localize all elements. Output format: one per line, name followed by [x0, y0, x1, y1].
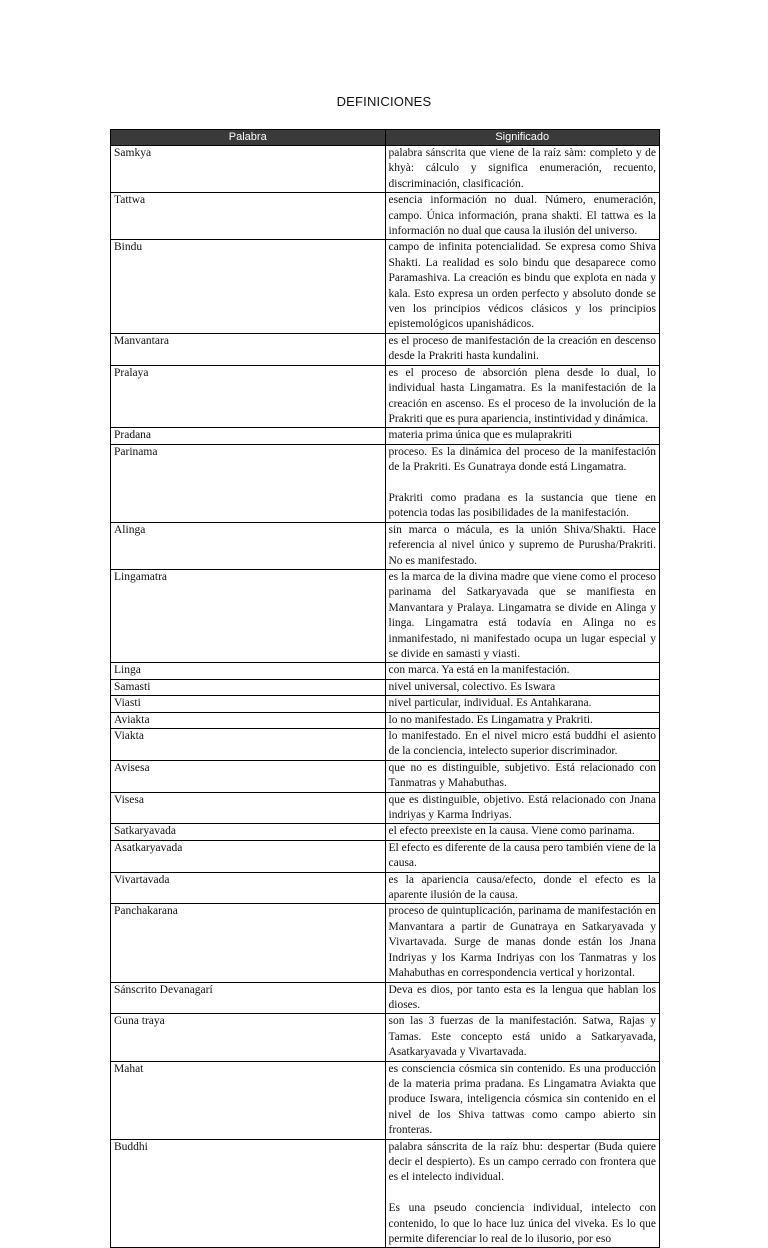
- term-cell: Visesa: [111, 792, 386, 824]
- definition-cell: [385, 522, 660, 569]
- table-row: [111, 569, 660, 662]
- term-cell: Lingamatra: [111, 569, 386, 662]
- definition-cell: [385, 1139, 660, 1248]
- term-cell: Pralaya: [111, 365, 386, 428]
- definition-paragraph: son las 3 fuerzas de la manifestación. Satwa, Rajas y Tamas. Este concepto está unido a Satkaryavada, Asatkaryavada y Vivartavada.: [388, 1015, 656, 1059]
- definition-paragraph: nivel particular, individual. Es Antahkarana.: [388, 697, 592, 710]
- table-row: [111, 729, 660, 761]
- term-cell: Manvantara: [111, 333, 386, 365]
- term-cell: Parinama: [111, 444, 386, 522]
- table-row: [111, 792, 660, 824]
- table-row: [111, 428, 660, 444]
- table-row: [111, 696, 660, 712]
- definition-cell: [385, 569, 660, 662]
- definition-cell: [385, 240, 660, 333]
- definition-paragraph: Es una pseudo conciencia individual, intelecto con contenido, lo que lo hace luz única del viveka. Es lo que permite diferenciar lo real de lo ilusorio, por eso: [388, 1202, 656, 1245]
- definition-cell: [385, 696, 660, 712]
- term-cell: Bindu: [111, 240, 386, 333]
- term-cell: Pradana: [111, 428, 386, 444]
- definition-paragraph: que es distinguible, objetivo. Está relacionado con Jnana indriyas y Karma Indriyas.: [388, 793, 656, 822]
- definition-paragraph: que no es distinguible, subjetivo. Está relacionado con Tanmatras y Mahabuthas.: [388, 761, 656, 790]
- definition-paragraph: esencia información no dual. Número, enumeración, campo. Única información, prana shakti. El tattwa es la información no dual que causa la ilusión del universo.: [388, 194, 656, 238]
- definition-cell: [385, 872, 660, 904]
- definition-cell: [385, 679, 660, 695]
- definition-paragraph: nivel universal, colectivo. Es Iswara: [388, 680, 556, 693]
- table-row: [111, 663, 660, 679]
- definitions-table: [110, 129, 660, 1248]
- table-row: [111, 872, 660, 904]
- definition-paragraph: es la apariencia causa/efecto, donde el efecto es la aparente ilusión de la causa.: [388, 873, 656, 902]
- table-row: [111, 365, 660, 428]
- definition-cell: [385, 193, 660, 240]
- definition-paragraph: es la marca de la divina madre que viene como el proceso parinama del Satkaryavada que se manifiesta en Manvantara y Pralaya. Lingamatra se divide en Alinga y linga. Lingamatra está todavía en Alinga no es inmanifestado, ni manifestado ocupa un lugar especial y se divide en samasti y viasti.: [388, 570, 656, 660]
- term-cell: Satkaryavada: [111, 824, 386, 840]
- term-cell: Linga: [111, 663, 386, 679]
- table-row: [111, 1061, 660, 1139]
- definition-paragraph: es el proceso de absorción plena desde lo dual, lo individual hasta Lingamatra. Es la manifestación de la creación en ascenso. Es el proceso de la involución de la Prakriti que es pura apariencia, instintividad y dinámica.: [388, 366, 656, 425]
- term-cell: Tattwa: [111, 193, 386, 240]
- table-row: [111, 982, 660, 1014]
- table-row: [111, 712, 660, 728]
- term-cell: Sánscrito Devanagarí: [111, 982, 386, 1014]
- definition-cell: [385, 729, 660, 761]
- definition-paragraph: lo no manifestado. Es Lingamatra y Prakriti.: [388, 713, 593, 726]
- definition-paragraph: proceso. Es la dinámica del proceso de la manifestación de la Prakriti. Es Gunatraya donde está Lingamatra.: [388, 445, 656, 474]
- term-cell: Asatkaryavada: [111, 840, 386, 872]
- term-cell: Viasti: [111, 696, 386, 712]
- term-cell: Guna traya: [111, 1014, 386, 1061]
- term-cell: Viakta: [111, 729, 386, 761]
- term-cell: Alinga: [111, 522, 386, 569]
- term-cell: Panchakarana: [111, 904, 386, 982]
- table-row: [111, 444, 660, 522]
- term-cell: Samkya: [111, 146, 386, 193]
- definition-cell: [385, 365, 660, 428]
- definition-cell: [385, 982, 660, 1014]
- table-row: [111, 146, 660, 193]
- definition-cell: [385, 1061, 660, 1139]
- definition-cell: [385, 444, 660, 522]
- term-cell: Vivartavada: [111, 872, 386, 904]
- table-row: [111, 333, 660, 365]
- table-row: [111, 760, 660, 792]
- table-row: [111, 1139, 660, 1248]
- table-row: [111, 522, 660, 569]
- definition-cell: [385, 428, 660, 444]
- table-row: [111, 240, 660, 333]
- table-row: [111, 1014, 660, 1061]
- column-header-significado: Significado: [385, 130, 660, 146]
- definition-paragraph: Deva es dios, por tanto esta es la lengua que hablan los dioses.: [388, 983, 656, 1011]
- definition-paragraph: campo de infinita potencialidad. Se expresa como Shiva Shakti. La realidad es solo bindu que desaparece como Paramashiva. La creación es bindu que explota en nada y kala. Esto expresa un orden perfecto y absoluto donde se ven los principios védicos clásicos y los principios epistemológicos upanishádicos.: [388, 241, 656, 331]
- definition-paragraph: sin marca o mácula, es la unión Shiva/Shakti. Hace referencia al nivel único y supremo de Purusha/Prakriti. No es manifestado.: [388, 523, 656, 567]
- table-row: [111, 824, 660, 840]
- definition-cell: [385, 760, 660, 792]
- column-header-palabra: Palabra: [111, 130, 386, 146]
- definition-cell: [385, 1014, 660, 1061]
- table-header-row: [111, 130, 660, 146]
- definition-cell: [385, 663, 660, 679]
- definition-cell: [385, 333, 660, 365]
- document-title: DEFINICIONES: [336, 94, 432, 109]
- term-cell: Aviakta: [111, 712, 386, 728]
- table-body: [111, 146, 660, 1248]
- table-row: [111, 840, 660, 872]
- definition-cell: [385, 904, 660, 982]
- definition-paragraph: lo manifestado. En el nivel micro está buddhi el asiento de la conciencia, intelecto superior discriminador.: [388, 730, 656, 758]
- definition-cell: [385, 792, 660, 824]
- table-row: [111, 193, 660, 240]
- definition-paragraph: materia prima única que es mulaprakriti: [388, 429, 573, 442]
- definition-paragraph: Prakriti como pradana es la sustancia que tiene en potencia todas las posibilidades de la manifestación.: [388, 491, 656, 520]
- term-cell: Avisesa: [111, 760, 386, 792]
- definition-cell: [385, 146, 660, 193]
- definition-paragraph: el efecto preexiste en la causa. Viene como parinama.: [388, 825, 635, 838]
- table-row: [111, 904, 660, 982]
- definition-paragraph: palabra sánscrita de la raíz bhu: despertar (Buda quiere decir el despierto). Es un campo cerrado con frontera que es el intelecto individual.: [388, 1140, 656, 1184]
- definition-cell: [385, 840, 660, 872]
- definition-paragraph: proceso de quintuplicación, parinama de manifestación en Manvantara a partir de Gunatraya en Satkaryavada y Vivartavada. Surge de manas donde están los Jnana Indriyas y los Karma Indriyas con los Tanmatras y los Mahabuthas en correspondencia vertical y horizontal.: [388, 905, 656, 980]
- definition-paragraph: El efecto es diferente de la causa pero también viene de la causa.: [388, 841, 656, 870]
- term-cell: Mahat: [111, 1061, 386, 1139]
- term-cell: Samasti: [111, 679, 386, 695]
- definition-cell: [385, 824, 660, 840]
- definition-cell: [385, 712, 660, 728]
- term-cell: Buddhi: [111, 1139, 386, 1248]
- table-row: [111, 679, 660, 695]
- definition-paragraph: es consciencia cósmica sin contenido. Es una producción de la materia prima pradana. Es Lingamatra Aviakta que produce Iswara, inteligencia cósmica sin contenido en el nivel de los Shiva tattwas como campo abierto sin fronteras.: [388, 1062, 656, 1137]
- definition-paragraph: palabra sánscrita que viene de la raíz sàm: completo y de khyà: cálculo y significa enumeración, recuento, discriminación, clasificación.: [388, 147, 656, 190]
- definition-paragraph: con marca. Ya está en la manifestación.: [388, 664, 570, 677]
- definition-paragraph: es el proceso de manifestación de la creación en descenso desde la Prakriti hasta kundalini.: [388, 334, 656, 363]
